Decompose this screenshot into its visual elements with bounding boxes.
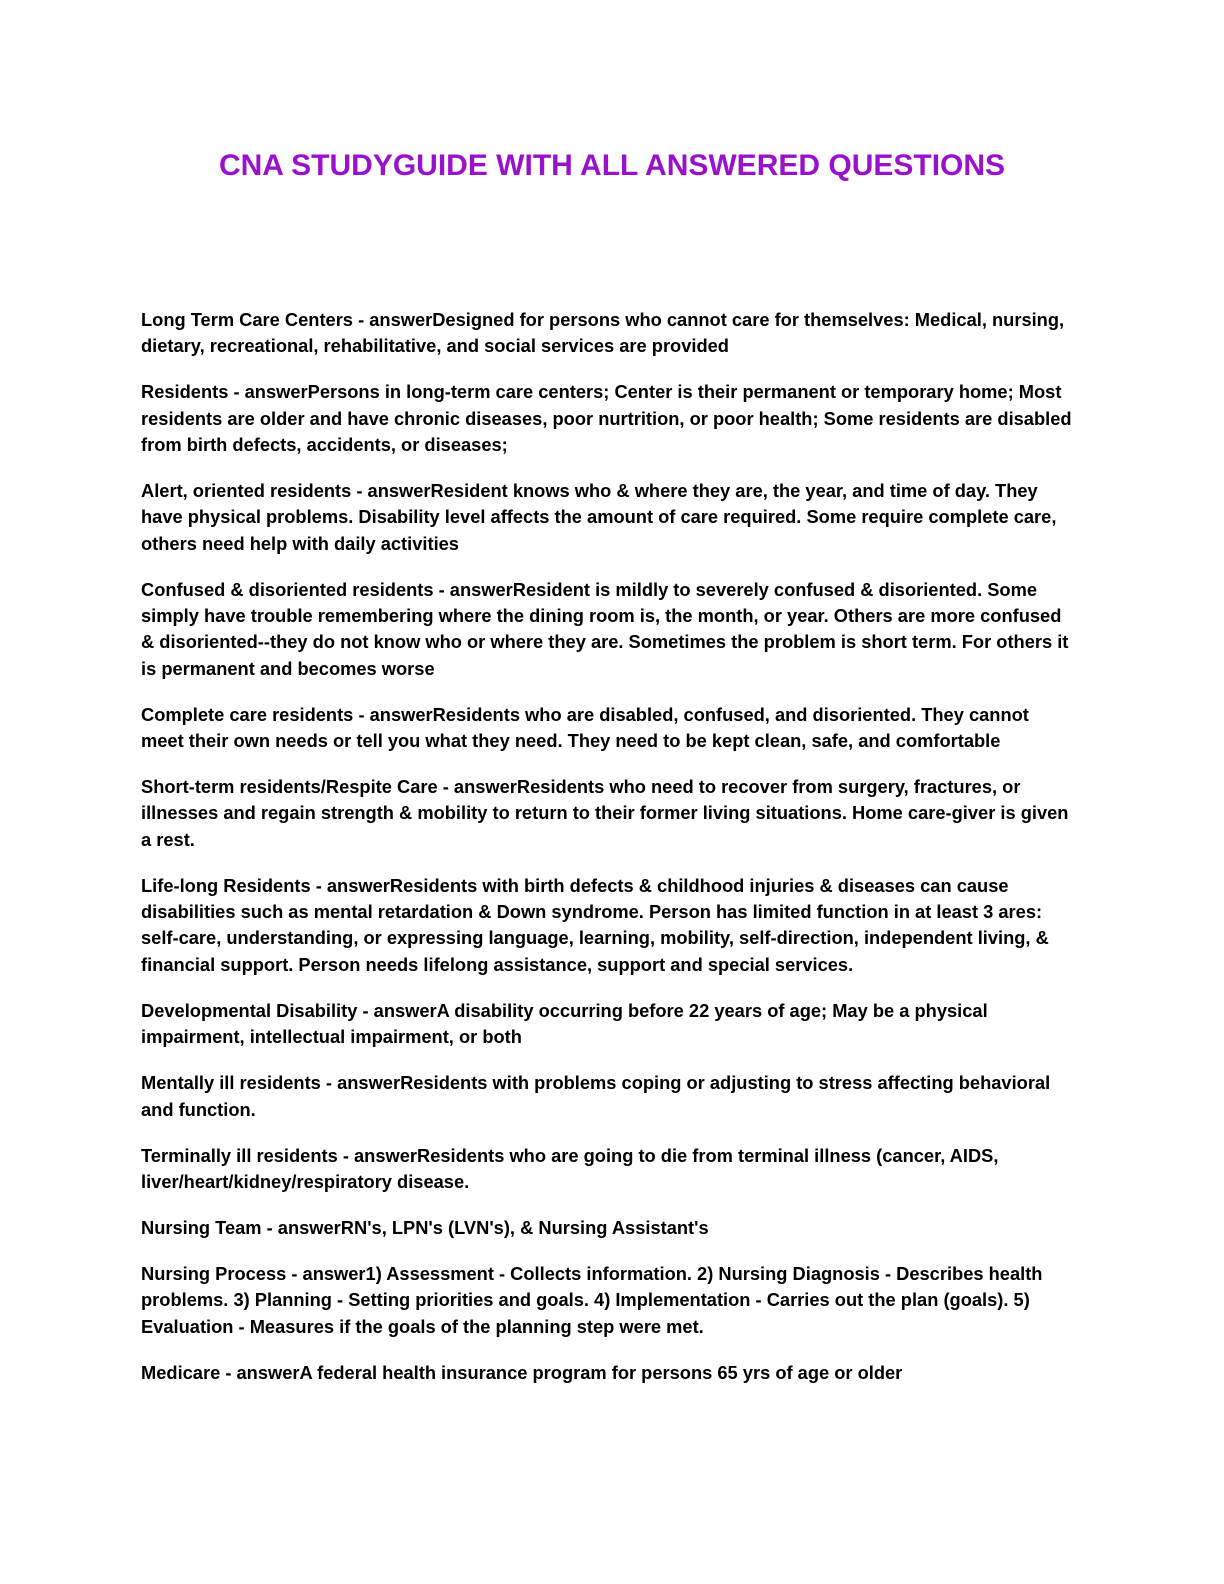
entry-separator: - answer bbox=[353, 703, 433, 725]
entry-separator: - answer bbox=[437, 776, 517, 798]
entry-separator: - answer bbox=[337, 1144, 418, 1166]
entry-separator: - answer bbox=[286, 1263, 366, 1285]
entry-answer: A disability occurring before 22 years of age; May be a physical impairment, intellectual impairment, or both bbox=[141, 999, 993, 1048]
entry-separator: - answer bbox=[310, 874, 390, 896]
entry-answer: Residents who need to recover from surgery, fractures, or illnesses and regain strength & mobility to return to their former living situations. Home care-giver is given a rest. bbox=[141, 776, 1074, 850]
entry-terminally-ill-residents bbox=[141, 1143, 1076, 1196]
entry-term: Developmental Disability bbox=[141, 999, 358, 1021]
entry-answer: Designed for persons who cannot care for themselves: Medical, nursing, dietary, recreational, rehabilitative, and social services are provided bbox=[141, 309, 1070, 357]
entry-term: Residents bbox=[141, 381, 229, 403]
entry-medicare bbox=[141, 1360, 1076, 1386]
entry-life-long-residents bbox=[141, 873, 1076, 978]
entry-term: Medicare bbox=[141, 1361, 221, 1383]
entry-separator: - answer bbox=[352, 309, 433, 330]
entry-term: Nursing Team bbox=[141, 1216, 262, 1238]
entry-answer: A federal health insurance program for persons 65 yrs of age or older bbox=[299, 1361, 903, 1383]
entry-term: Short-term residents/Respite Care bbox=[141, 776, 438, 798]
study-entries bbox=[141, 307, 1076, 1406]
entry-mentally-ill-residents bbox=[141, 1070, 1076, 1123]
entry-answer: RN's, LPN's (LVN's), & Nursing Assistant's bbox=[340, 1216, 709, 1238]
entry-term: Mentally ill residents bbox=[141, 1072, 321, 1094]
entry-answer: Resident is mildly to severely confused & disoriented. Some simply have trouble remembering where the dining room is, the month, or year. Others are more confused & disoriented--they do not know who or where they are. Sometimes the problem is short term. For others it is permanent and becomes worse bbox=[141, 578, 1074, 679]
entry-short-term-residents bbox=[141, 774, 1076, 853]
entry-term: Nursing Process bbox=[141, 1263, 287, 1285]
entry-term: Alert, oriented residents bbox=[141, 480, 352, 502]
entry-answer: Residents who are disabled, confused, and disoriented. They cannot meet their own needs or tell you what they need. They need to be kept clean, safe, and comfortable bbox=[141, 703, 1034, 752]
entry-separator: - answer bbox=[433, 578, 513, 600]
entry-nursing-team bbox=[141, 1215, 1076, 1241]
entry-separator: - answer bbox=[357, 999, 437, 1021]
entry-term: Terminally ill residents bbox=[141, 1144, 338, 1166]
entry-answer: Residents who are going to die from terminal illness (cancer, AIDS, liver/heart/kidney/respiratory disease. bbox=[141, 1144, 1004, 1192]
entry-alert-oriented-residents bbox=[141, 478, 1076, 557]
entry-separator: - answer bbox=[220, 1361, 300, 1383]
entry-answer: Residents with birth defects & childhood injuries & diseases can cause disabilities such as mental retardation & Down syndrome. Person has limited function in at least 3 ares: self-care, understanding, or expressing language, learning, mobility, self-direction, independent living, & financial support. Person needs lifelong assistance, support and special services. bbox=[141, 874, 1054, 975]
entry-answer: 1) Assessment - Collects information. 2) Nursing Diagnosis - Describes health problems. 3) Planning - Setting priorities and goals. 4) Implementation - Carries out the plan (goals). 5) Evaluation - Measures if the goals of the planning step were met. bbox=[141, 1263, 1048, 1337]
entry-term: Complete care residents bbox=[141, 703, 354, 725]
entry-residents bbox=[141, 379, 1076, 458]
entry-answer: Residents with problems coping or adjusting to stress affecting behavioral and function. bbox=[141, 1072, 1056, 1120]
entry-answer: Persons in long-term care centers; Center is their permanent or temporary home; Most residents are older and have chronic diseases, poor nurtrition, or poor health; Some residents are disabled from birth defects, accidents, or diseases; bbox=[141, 381, 1077, 455]
entry-separator: - answer bbox=[228, 381, 308, 403]
document-title: CNA STUDYGUIDE WITH ALL ANSWERED QUESTIONS bbox=[218, 149, 1006, 182]
entry-developmental-disability bbox=[141, 998, 1076, 1051]
entry-separator: - answer bbox=[351, 480, 431, 502]
entry-answer: Resident knows who & where they are, the year, and time of day. They have physical problems. Disability level affects the amount of care required. Some require complete care, others need help with daily activities bbox=[141, 480, 1062, 554]
entry-term: Long Term Care Centers bbox=[141, 309, 353, 330]
entry-separator: - answer bbox=[261, 1216, 341, 1238]
entry-separator: - answer bbox=[320, 1072, 401, 1094]
entry-term: Life-long Residents bbox=[141, 874, 311, 896]
entry-complete-care-residents bbox=[141, 702, 1076, 755]
entry-term: Confused & disoriented residents bbox=[141, 578, 434, 600]
entry-confused-disoriented-residents bbox=[141, 577, 1076, 682]
entry-nursing-process bbox=[141, 1261, 1076, 1340]
entry-long-term-care-centers bbox=[141, 307, 1076, 360]
